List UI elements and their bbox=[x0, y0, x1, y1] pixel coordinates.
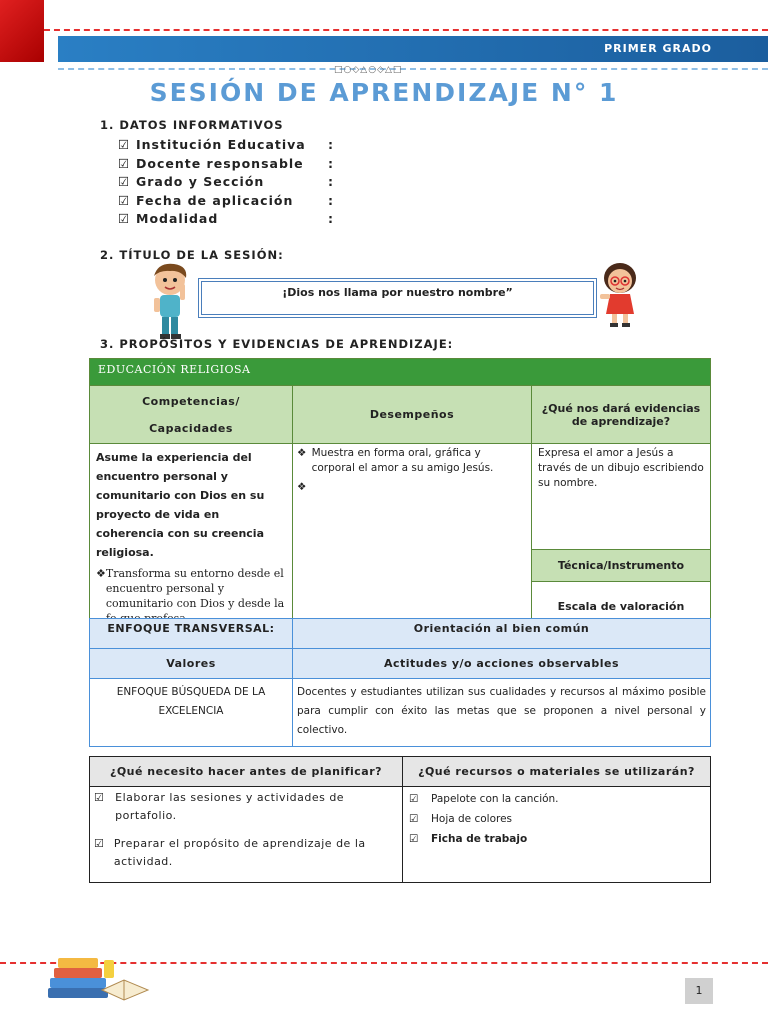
datos-item: ☑ Docente responsable : bbox=[118, 155, 334, 174]
boy-illustration bbox=[144, 262, 200, 340]
datos-item: ☑ Fecha de aplicación : bbox=[118, 192, 334, 211]
header-antes: ¿Qué necesito hacer antes de planificar? bbox=[90, 757, 403, 787]
checkbox-icon: ☑ bbox=[409, 833, 419, 845]
diamond-bullet-icon: ❖ bbox=[297, 481, 307, 493]
checkbox-icon: ☑ bbox=[118, 155, 131, 171]
competencia-text: Asume la experiencia del encuentro personal y comunitario con Dios en su proyecto de vida en coherencia con su creencia religiosa. bbox=[96, 451, 265, 559]
recursos-cell bbox=[403, 787, 711, 883]
checkbox-icon: ☑ bbox=[118, 192, 131, 208]
recurso-item: ☑ Ficha de trabajo bbox=[409, 829, 704, 849]
header-orientacion: Orientación al bien común bbox=[293, 619, 711, 649]
header-tecnica: Técnica/Instrumento bbox=[532, 550, 711, 582]
checkbox-icon: ☑ bbox=[118, 174, 131, 189]
recurso-item: ☑ Hoja de colores bbox=[409, 809, 704, 829]
header-band bbox=[58, 36, 768, 62]
datos-item: ☑ Modalidad : bbox=[118, 210, 334, 229]
enfoque-value: ENFOQUE BÚSQUEDA DE LA EXCELENCIA bbox=[90, 679, 293, 747]
session-title: ¡Dios nos llama por nuestro nombre” bbox=[282, 286, 513, 299]
checkbox-icon: ☑ bbox=[409, 813, 419, 825]
session-title-box bbox=[201, 281, 594, 315]
header-enfoque: ENFOQUE TRANSVERSAL: bbox=[90, 619, 293, 649]
grade-label: PRIMER GRADO bbox=[604, 42, 712, 55]
antes-item: ☑ Elaborar las sesiones y actividades de portafolio. bbox=[94, 789, 398, 825]
diamond-bullet-icon: ❖ bbox=[297, 447, 307, 459]
recurso-item: ☑ Papelote con la canción. bbox=[409, 789, 704, 809]
capacidad-item: ❖ Transforma su entorno desde el encuentro personal y comunitario con Dios y desde la bbox=[96, 566, 286, 626]
purposes-table bbox=[89, 358, 711, 631]
checkbox-icon: ☑ bbox=[94, 837, 105, 850]
section-titulo-heading: 2. TÍTULO DE LA SESIÓN: bbox=[100, 248, 284, 262]
desempenos-cell bbox=[293, 444, 532, 631]
shapes-decoration: □○◇△○◇△□ bbox=[334, 65, 403, 75]
page-title: SESIÓN DE APRENDIZAJE N° 1 bbox=[149, 78, 619, 107]
area-heading: EDUCACIÓN RELIGIOSA bbox=[90, 359, 711, 386]
header-desempenos: Desempeños bbox=[293, 386, 532, 444]
diamond-bullet-icon: ❖ bbox=[96, 567, 106, 580]
planning-table bbox=[89, 756, 711, 883]
header-valores: Valores bbox=[90, 649, 293, 679]
page-number: 1 bbox=[685, 978, 713, 1004]
antes-cell bbox=[90, 787, 403, 883]
instrumento-cell: Escala de valoración bbox=[532, 582, 711, 631]
top-dashed-line bbox=[44, 29, 768, 31]
red-corner-decoration bbox=[0, 0, 44, 62]
actitudes-value: Docentes y estudiantes utilizan sus cualidades y recursos al máximo posible para cumplir con éxito las metas que se proponen a nivel personal y colectivo. bbox=[293, 679, 711, 747]
checkbox-icon: ☑ bbox=[94, 791, 105, 804]
desempeno-item: ❖ Muestra en forma oral, gráfica y corporal el amor a su amigo Jesús. bbox=[297, 447, 494, 474]
checkbox-icon: ☑ bbox=[409, 793, 419, 805]
section-propositos-heading: 3. PROPÓSITOS Y EVIDENCIAS DE APRENDIZAJE: bbox=[100, 337, 454, 351]
header-competencias: Competencias/ Capacidades bbox=[90, 386, 293, 444]
antes-item: ☑ Preparar el propósito de aprendizaje de la actividad. bbox=[94, 835, 398, 871]
enfoque-table bbox=[89, 618, 711, 747]
checkbox-icon: ☑ bbox=[118, 137, 131, 152]
datos-item: ☑ Grado y Sección : bbox=[118, 173, 334, 192]
checkbox-icon: ☑ bbox=[118, 211, 131, 226]
datos-list bbox=[118, 136, 334, 229]
competencia-cell bbox=[90, 444, 293, 631]
desempeno-item bbox=[297, 480, 527, 495]
header-evidencias: ¿Qué nos dará evidencias de aprendizaje? bbox=[532, 386, 711, 444]
books-illustration bbox=[44, 950, 152, 1008]
header-actitudes: Actitudes y/o acciones observables bbox=[293, 649, 711, 679]
girl-illustration bbox=[596, 262, 644, 328]
header-recursos: ¿Qué recursos o materiales se utilizarán? bbox=[403, 757, 711, 787]
datos-item: ☑ Institución Educativa : bbox=[118, 136, 334, 155]
evidencia-cell: Expresa el amor a Jesús a través de un dibujo escribiendo su nombre. bbox=[532, 444, 711, 550]
blue-dashed-line bbox=[58, 68, 768, 70]
section-datos-heading: 1. DATOS INFORMATIVOS bbox=[100, 118, 284, 132]
